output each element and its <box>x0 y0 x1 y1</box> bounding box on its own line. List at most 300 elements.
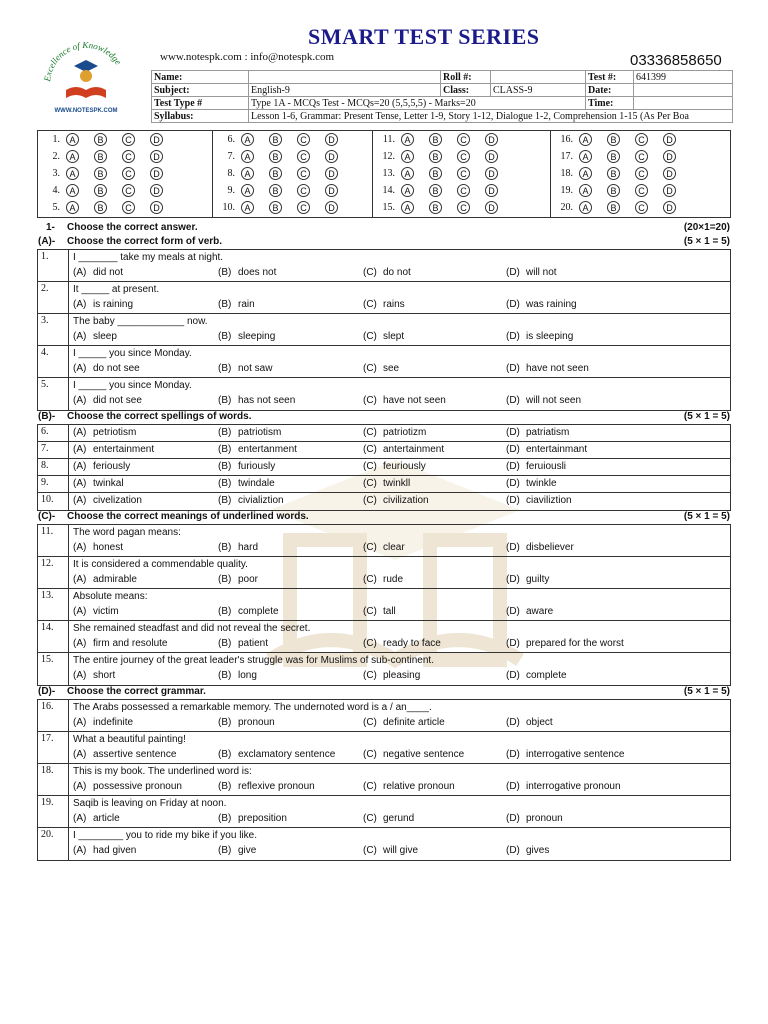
answer-bubble[interactable]: B <box>429 184 442 197</box>
option-text: has not seen <box>238 395 296 406</box>
answer-bubble[interactable]: B <box>269 150 282 163</box>
bubble-question-number: 16. <box>560 134 573 145</box>
option-letter: (C) <box>363 395 377 406</box>
bubble-question-number: 20. <box>560 202 573 213</box>
answer-option[interactable] <box>506 395 581 406</box>
answer-option[interactable] <box>363 395 446 406</box>
bubble-row <box>213 199 372 216</box>
option-text: feriously <box>93 461 131 472</box>
question-number: 16. <box>38 700 69 731</box>
answer-bubble[interactable]: C <box>122 201 135 214</box>
answer-bubble[interactable]: B <box>607 133 620 146</box>
answer-bubble[interactable]: A <box>241 133 254 146</box>
answer-option[interactable] <box>506 461 566 472</box>
answer-bubble[interactable]: C <box>635 150 648 163</box>
bubble-question-number: 14. <box>382 185 395 196</box>
answer-bubble[interactable]: D <box>325 133 338 146</box>
bubble-column <box>373 131 551 217</box>
option-letter: (A) <box>73 478 87 489</box>
answer-bubble[interactable]: D <box>325 201 338 214</box>
answer-option[interactable] <box>218 461 275 472</box>
question-row <box>38 828 730 860</box>
option-letter: (B) <box>218 749 232 760</box>
answer-option[interactable] <box>506 542 574 553</box>
answer-option[interactable] <box>218 638 268 649</box>
answer-bubble[interactable]: A <box>401 150 414 163</box>
answer-bubble[interactable]: C <box>457 167 470 180</box>
option-letter: (A) <box>73 427 87 438</box>
option-letter: (A) <box>73 331 87 342</box>
option-letter: (B) <box>218 427 232 438</box>
date-field[interactable] <box>634 84 733 97</box>
option-text: interrogative sentence <box>526 749 625 760</box>
answer-option[interactable] <box>218 813 287 824</box>
answer-bubble[interactable]: C <box>122 184 135 197</box>
option-text: poor <box>238 574 259 585</box>
option-letter: (C) <box>363 461 377 472</box>
answer-bubble[interactable]: A <box>241 150 254 163</box>
option-letter: (A) <box>73 495 87 506</box>
answer-option[interactable] <box>506 670 567 681</box>
option-letter: (A) <box>73 638 87 649</box>
answer-bubble[interactable]: B <box>94 133 107 146</box>
name-field[interactable] <box>249 71 441 84</box>
question-number: 18. <box>38 764 69 795</box>
answer-bubble[interactable]: D <box>150 201 163 214</box>
question-number: 6. <box>38 425 69 441</box>
answer-bubble[interactable]: C <box>297 150 310 163</box>
option-text: patient <box>238 638 269 649</box>
option-text: slept <box>383 331 405 342</box>
answer-option[interactable] <box>73 638 167 649</box>
answer-option[interactable] <box>218 542 258 553</box>
question-row <box>38 700 730 732</box>
answer-bubble[interactable]: C <box>635 184 648 197</box>
answer-option[interactable] <box>73 813 120 824</box>
bubble-row <box>38 199 212 216</box>
answer-bubble[interactable]: D <box>663 201 676 214</box>
answer-option[interactable] <box>73 574 137 585</box>
answer-bubble[interactable]: D <box>663 133 676 146</box>
answer-option[interactable] <box>73 331 117 342</box>
question-text: Saqib is leaving on Friday at noon. <box>73 798 227 809</box>
answer-bubble[interactable]: B <box>94 184 107 197</box>
answer-option[interactable] <box>218 267 276 278</box>
answer-bubble[interactable]: B <box>269 201 282 214</box>
question-number: 20. <box>38 828 69 860</box>
answer-option[interactable] <box>218 749 335 760</box>
roll-field[interactable] <box>491 71 586 84</box>
option-letter: (C) <box>363 495 377 506</box>
answer-bubble[interactable]: C <box>457 201 470 214</box>
answer-option[interactable] <box>73 478 124 489</box>
school-logo <box>36 32 136 118</box>
answer-option[interactable] <box>218 845 256 856</box>
answer-option[interactable] <box>363 444 444 455</box>
question-text: I _____ you since Monday. <box>73 380 192 391</box>
question-text: What a beautiful painting! <box>73 734 186 745</box>
answer-bubble[interactable]: A <box>241 184 254 197</box>
option-letter: (A) <box>73 781 87 792</box>
answer-option[interactable] <box>506 363 589 374</box>
answer-bubble[interactable]: A <box>401 133 414 146</box>
answer-option[interactable] <box>363 781 455 792</box>
answer-option[interactable] <box>506 299 577 310</box>
answer-option[interactable] <box>73 670 115 681</box>
option-text: victim <box>93 606 119 617</box>
option-letter: (D) <box>506 331 520 342</box>
answer-option[interactable] <box>73 299 133 310</box>
answer-option[interactable] <box>218 299 255 310</box>
option-letter: (B) <box>218 444 232 455</box>
answer-bubble[interactable]: D <box>485 167 498 180</box>
testtype-value: Type 1A - MCQs Test - MCQs=20 (5,5,5,5) - Marks=20 <box>249 97 586 110</box>
question-table <box>37 699 731 861</box>
answer-bubble[interactable]: D <box>663 184 676 197</box>
answer-bubble[interactable]: B <box>607 167 620 180</box>
answer-bubble[interactable]: C <box>122 133 135 146</box>
answer-bubble[interactable]: D <box>150 133 163 146</box>
answer-option[interactable] <box>506 813 563 824</box>
option-text: possessive pronoun <box>93 781 182 792</box>
answer-bubble[interactable]: D <box>485 184 498 197</box>
answer-option[interactable] <box>218 781 315 792</box>
answer-bubble[interactable]: A <box>579 201 592 214</box>
answer-option[interactable] <box>506 267 557 278</box>
answer-option[interactable] <box>218 670 257 681</box>
answer-bubble[interactable]: A <box>579 150 592 163</box>
answer-option[interactable] <box>363 299 405 310</box>
answer-bubble[interactable]: C <box>122 150 135 163</box>
option-letter: (D) <box>506 813 520 824</box>
section-title: Choose the correct meanings of underlined words. <box>67 511 309 522</box>
answer-option[interactable] <box>363 574 403 585</box>
question-number: 13. <box>38 589 69 620</box>
option-letter: (D) <box>506 427 520 438</box>
answer-option[interactable] <box>218 606 279 617</box>
option-text: patriotism <box>238 427 282 438</box>
answer-bubble[interactable]: D <box>485 133 498 146</box>
option-text: antertainment <box>383 444 445 455</box>
option-text: definite article <box>383 717 445 728</box>
answer-bubble[interactable]: C <box>297 133 310 146</box>
option-letter: (D) <box>506 670 520 681</box>
main-question-title: Choose the correct answer. <box>67 222 198 233</box>
question-number: 5. <box>38 378 69 410</box>
answer-bubble[interactable]: A <box>66 167 79 180</box>
question-number: 10. <box>38 493 69 510</box>
answer-option[interactable] <box>218 395 295 406</box>
option-letter: (C) <box>363 845 377 856</box>
option-letter: (A) <box>73 813 87 824</box>
bubble-question-number: 9. <box>227 185 235 196</box>
bubble-column <box>551 131 730 217</box>
time-label: Time: <box>586 97 634 110</box>
answer-option[interactable] <box>506 427 569 438</box>
answer-bubble[interactable]: A <box>579 184 592 197</box>
answer-bubble[interactable]: B <box>429 150 442 163</box>
answer-bubble[interactable]: A <box>401 184 414 197</box>
answer-option[interactable] <box>363 638 441 649</box>
answer-option[interactable] <box>218 495 284 506</box>
answer-bubble[interactable]: D <box>663 150 676 163</box>
answer-option[interactable] <box>506 638 624 649</box>
option-letter: (B) <box>218 363 232 374</box>
answer-bubble[interactable]: C <box>457 150 470 163</box>
bubble-question-number: 3. <box>52 168 60 179</box>
option-text: entertanment <box>238 444 297 455</box>
answer-option[interactable] <box>363 749 464 760</box>
answer-option[interactable] <box>363 813 414 824</box>
option-text: sleep <box>93 331 117 342</box>
question-text: Absolute means: <box>73 591 148 602</box>
option-letter: (A) <box>73 363 87 374</box>
option-text: do not see <box>93 363 140 374</box>
option-letter: (D) <box>506 444 520 455</box>
answer-bubble[interactable]: A <box>241 167 254 180</box>
option-text: pronoun <box>526 813 563 824</box>
answer-option[interactable] <box>363 495 429 506</box>
answer-bubble[interactable]: C <box>122 167 135 180</box>
bubble-row <box>213 148 372 165</box>
option-text: aware <box>526 606 554 617</box>
answer-bubble[interactable]: A <box>66 184 79 197</box>
bubble-row <box>373 131 550 148</box>
section-label: (C)- <box>38 511 56 522</box>
question-row <box>38 764 730 796</box>
answer-option[interactable] <box>218 478 275 489</box>
answer-bubble[interactable]: D <box>325 184 338 197</box>
answer-bubble[interactable]: C <box>457 184 470 197</box>
answer-option[interactable] <box>363 331 404 342</box>
option-letter: (B) <box>218 606 232 617</box>
answer-bubble[interactable]: A <box>66 133 79 146</box>
answer-bubble[interactable]: C <box>635 201 648 214</box>
option-letter: (A) <box>73 542 87 553</box>
answer-option[interactable] <box>506 574 549 585</box>
option-letter: (A) <box>73 749 87 760</box>
question-number: 12. <box>38 557 69 588</box>
bubble-question-number: 19. <box>560 185 573 196</box>
option-text: feruiousli <box>526 461 567 472</box>
bubble-row <box>551 199 730 216</box>
answer-option[interactable] <box>73 444 154 455</box>
bubble-row <box>38 182 212 199</box>
bubble-question-number: 7. <box>227 151 235 162</box>
option-text: honest <box>93 542 124 553</box>
answer-bubble[interactable]: A <box>66 150 79 163</box>
option-letter: (C) <box>363 717 377 728</box>
question-number: 11. <box>38 525 69 556</box>
option-text: petriotism <box>93 427 137 438</box>
answer-bubble[interactable]: A <box>579 133 592 146</box>
answer-option[interactable] <box>73 495 142 506</box>
option-text: will give <box>383 845 419 856</box>
option-text: did not see <box>93 395 142 406</box>
answer-bubble[interactable]: A <box>401 167 414 180</box>
bubble-row <box>373 148 550 165</box>
answer-bubble[interactable]: B <box>607 184 620 197</box>
bubble-row <box>213 131 372 148</box>
option-text: guilty <box>526 574 550 585</box>
answer-option[interactable] <box>506 331 573 342</box>
subject-value: English-9 <box>249 84 441 97</box>
answer-option[interactable] <box>506 606 553 617</box>
answer-option[interactable] <box>218 427 281 438</box>
test-value: 641399 <box>634 71 733 84</box>
answer-option[interactable] <box>73 363 140 374</box>
option-letter: (A) <box>73 395 87 406</box>
option-letter: (B) <box>218 717 232 728</box>
option-letter: (D) <box>506 299 520 310</box>
answer-option[interactable] <box>506 478 557 489</box>
option-text: twindale <box>238 478 275 489</box>
answer-option[interactable] <box>73 461 130 472</box>
question-row <box>38 378 730 410</box>
answer-bubble[interactable]: B <box>94 167 107 180</box>
answer-option[interactable] <box>363 267 411 278</box>
answer-option[interactable] <box>73 395 142 406</box>
answer-option[interactable] <box>363 542 405 553</box>
answer-option[interactable] <box>506 845 549 856</box>
option-text: clear <box>383 542 405 553</box>
answer-bubble[interactable]: D <box>325 150 338 163</box>
option-text: exclamatory sentence <box>238 749 336 760</box>
answer-option[interactable] <box>218 717 275 728</box>
bubble-row <box>38 131 212 148</box>
option-text: entertainmant <box>526 444 588 455</box>
question-row <box>38 493 730 510</box>
question-row <box>38 314 730 346</box>
option-letter: (D) <box>506 267 520 278</box>
answer-option[interactable] <box>363 478 410 489</box>
option-letter: (D) <box>506 495 520 506</box>
answer-bubble[interactable]: B <box>607 150 620 163</box>
answer-bubble[interactable]: A <box>401 201 414 214</box>
question-text: I _____ you since Monday. <box>73 348 192 359</box>
answer-bubble[interactable]: B <box>429 167 442 180</box>
answer-option[interactable] <box>363 717 445 728</box>
answer-option[interactable] <box>363 363 399 374</box>
question-row <box>38 653 730 685</box>
answer-bubble[interactable]: C <box>297 184 310 197</box>
question-row <box>38 282 730 314</box>
bubble-question-number: 18. <box>560 168 573 179</box>
option-letter: (C) <box>363 267 377 278</box>
option-letter: (D) <box>506 781 520 792</box>
answer-bubble[interactable]: C <box>635 167 648 180</box>
bubble-question-number: 12. <box>382 151 395 162</box>
answer-option[interactable] <box>506 495 572 506</box>
option-text: do not <box>383 267 411 278</box>
answer-bubble[interactable]: B <box>429 201 442 214</box>
answer-bubble[interactable]: B <box>269 133 282 146</box>
answer-bubble[interactable]: B <box>94 150 107 163</box>
answer-option[interactable] <box>506 444 587 455</box>
answer-bubble[interactable]: D <box>325 167 338 180</box>
option-letter: (C) <box>363 574 377 585</box>
answer-option[interactable] <box>506 717 553 728</box>
section-title: Choose the correct spellings of words. <box>67 411 252 422</box>
answer-bubble[interactable]: B <box>429 133 442 146</box>
option-text: complete <box>238 606 279 617</box>
answer-bubble[interactable]: A <box>66 201 79 214</box>
answer-bubble[interactable]: C <box>297 167 310 180</box>
section-marks: (5 × 1 = 5) <box>683 686 730 697</box>
answer-option[interactable] <box>363 845 418 856</box>
answer-bubble[interactable]: D <box>663 167 676 180</box>
question-table <box>37 524 731 686</box>
option-text: gives <box>526 845 550 856</box>
section-title: Choose the correct form of verb. <box>67 236 223 247</box>
option-text: civilization <box>383 495 429 506</box>
answer-option[interactable] <box>363 606 396 617</box>
answer-bubble[interactable]: D <box>150 184 163 197</box>
answer-option[interactable] <box>506 781 621 792</box>
answer-option[interactable] <box>73 542 123 553</box>
bubble-row <box>38 165 212 182</box>
answer-bubble[interactable]: D <box>150 150 163 163</box>
answer-option[interactable] <box>363 427 426 438</box>
answer-option[interactable] <box>218 363 272 374</box>
answer-bubble[interactable]: A <box>241 201 254 214</box>
answer-bubble[interactable]: D <box>150 167 163 180</box>
question-number: 9. <box>38 476 69 492</box>
answer-bubble[interactable]: B <box>269 167 282 180</box>
bubble-question-number: 15. <box>382 202 395 213</box>
answer-bubble[interactable]: C <box>297 201 310 214</box>
time-field[interactable] <box>634 97 733 110</box>
answer-bubble[interactable]: B <box>269 184 282 197</box>
option-letter: (C) <box>363 670 377 681</box>
bubble-question-number: 10. <box>222 202 235 213</box>
answer-option[interactable] <box>73 845 136 856</box>
answer-option[interactable] <box>218 444 297 455</box>
answer-option[interactable] <box>73 749 176 760</box>
answer-option[interactable] <box>506 749 624 760</box>
question-row <box>38 250 730 282</box>
question-number: 19. <box>38 796 69 827</box>
answer-option[interactable] <box>73 427 136 438</box>
option-text: object <box>526 717 553 728</box>
section-marks: (5 × 1 = 5) <box>683 511 730 522</box>
option-text: will not <box>526 267 557 278</box>
option-text: twinkal <box>93 478 124 489</box>
answer-option[interactable] <box>73 267 123 278</box>
answer-option[interactable] <box>73 781 182 792</box>
answer-option[interactable] <box>73 606 119 617</box>
answer-option[interactable] <box>73 717 133 728</box>
option-letter: (B) <box>218 542 232 553</box>
answer-bubble[interactable]: D <box>485 150 498 163</box>
bubble-column <box>38 131 213 217</box>
answer-option[interactable] <box>363 461 426 472</box>
answer-bubble[interactable]: D <box>485 201 498 214</box>
answer-bubble[interactable]: B <box>607 201 620 214</box>
option-text: ready to face <box>383 638 441 649</box>
option-letter: (A) <box>73 574 87 585</box>
answer-option[interactable] <box>218 331 275 342</box>
option-letter: (B) <box>218 267 232 278</box>
answer-bubble[interactable]: B <box>94 201 107 214</box>
answer-bubble[interactable]: C <box>457 133 470 146</box>
answer-option[interactable] <box>218 574 258 585</box>
answer-bubble[interactable]: C <box>635 133 648 146</box>
option-text: not saw <box>238 363 273 374</box>
answer-bubble[interactable]: A <box>579 167 592 180</box>
answer-option[interactable] <box>363 670 420 681</box>
bubble-question-number: 6. <box>227 134 235 145</box>
